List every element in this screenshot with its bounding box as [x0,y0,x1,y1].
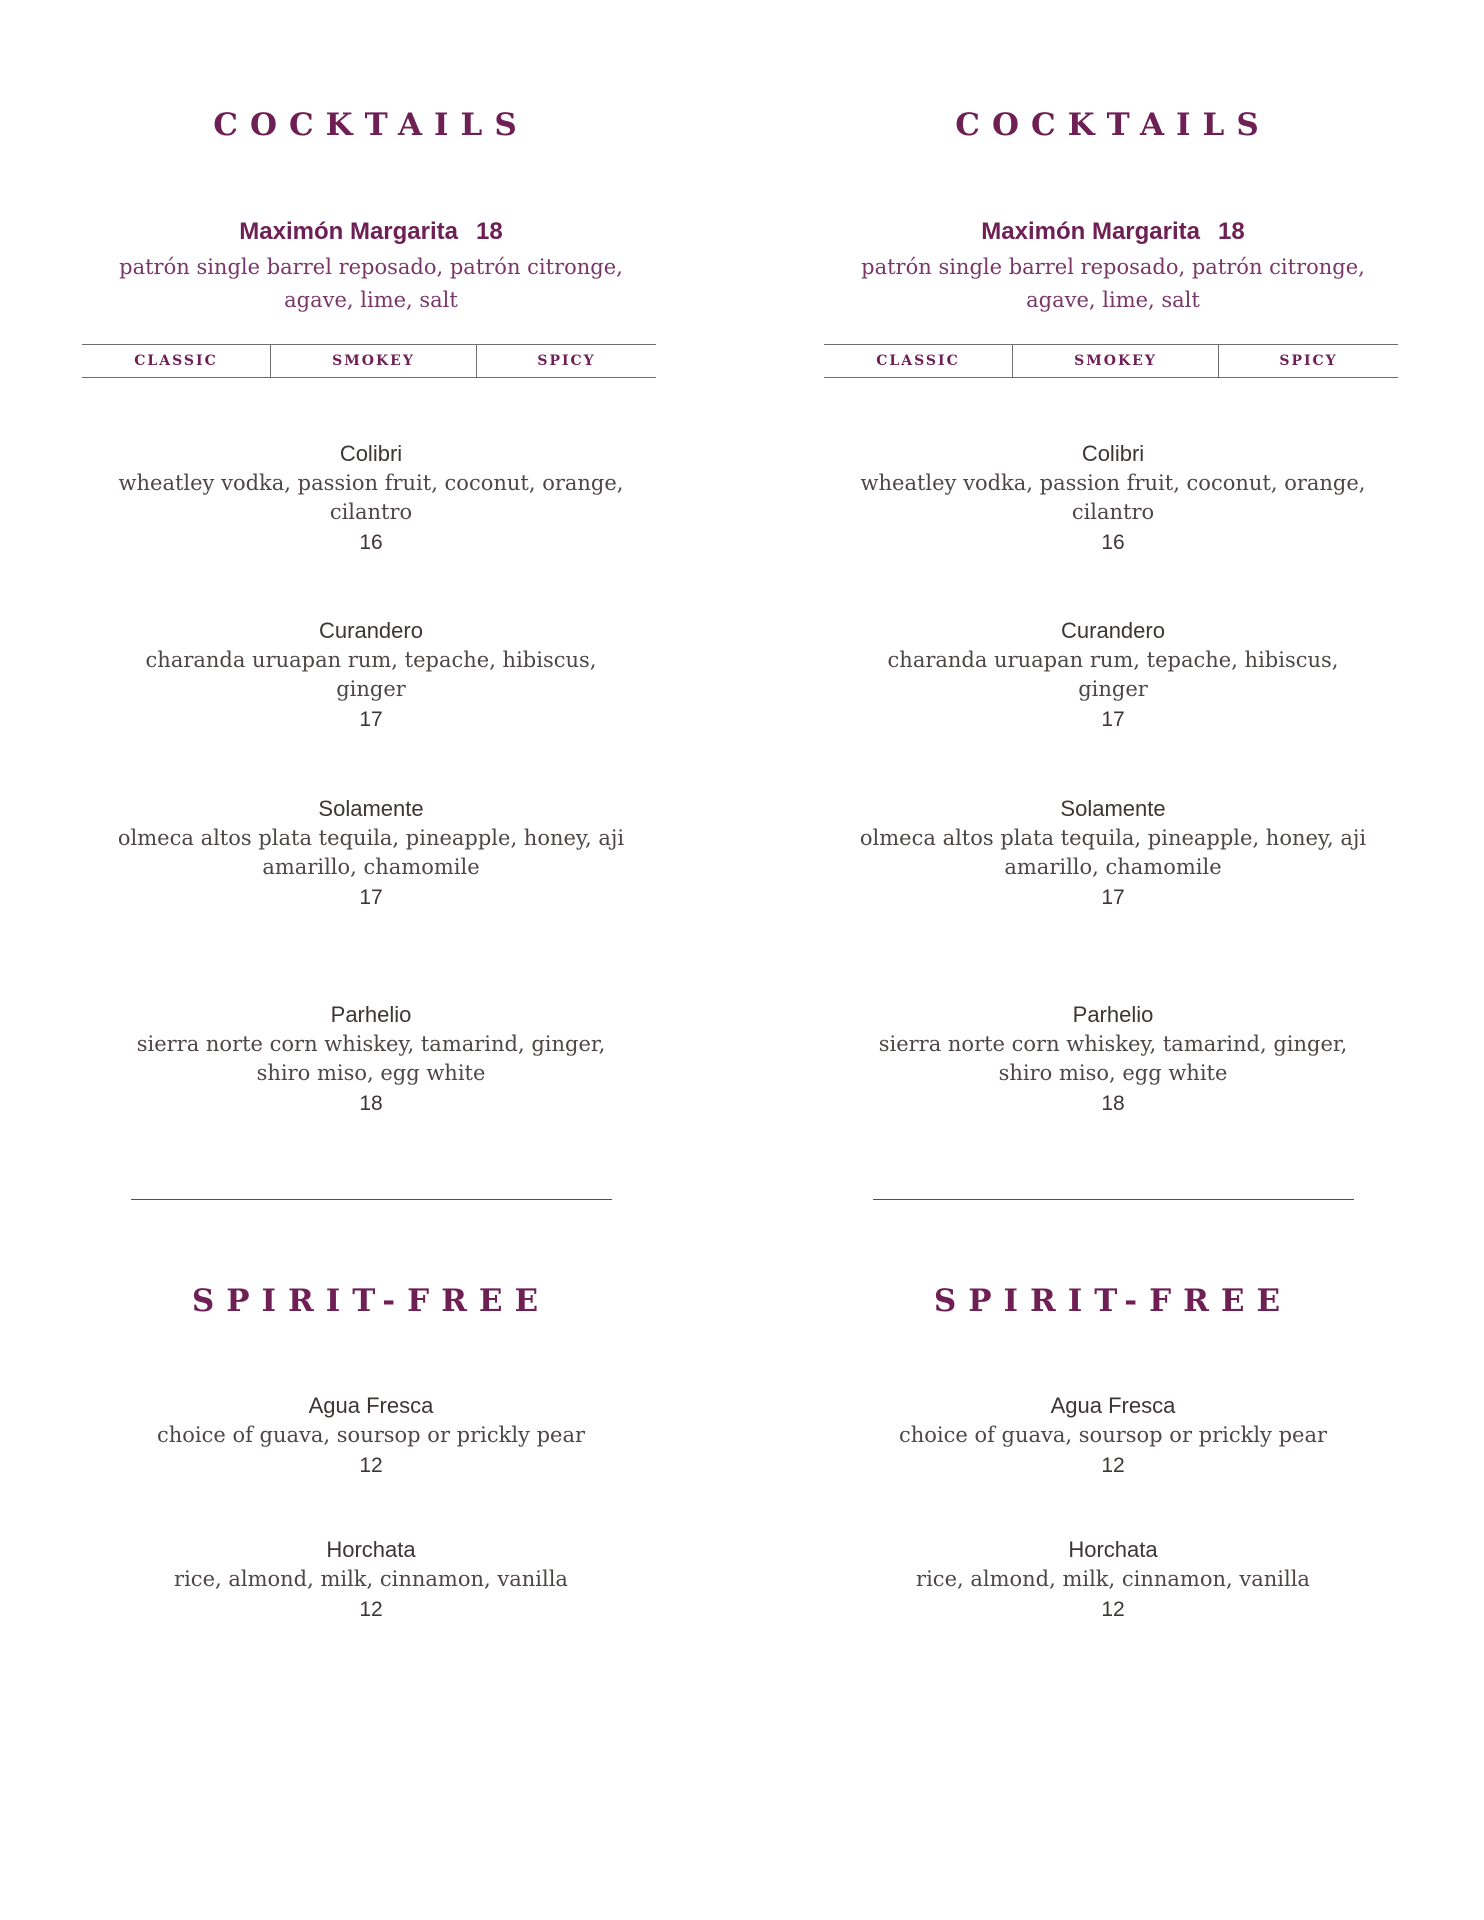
menu-item-price: 18 [359,1092,383,1115]
menu-item [0,1536,742,1625]
style-categories-table [82,344,656,378]
style-categories-table [824,344,1398,378]
style-smokey: SMOKEY [271,345,477,377]
menu-item-description: olmeca altos plata tequila, pineapple, honey, aji amarillo, chamomile [859,826,1367,879]
menu-item-price: 12 [1101,1598,1125,1621]
style-spicy: SPICY [537,353,596,369]
menu-item-price: 12 [359,1598,383,1621]
featured-cocktail-price: 18 [476,218,503,245]
menu-item-name: Parhelio [330,1002,412,1027]
menu-item-description: charanda uruapan rum, tepache, hibiscus, ginger [887,648,1339,701]
menu-item-price: 12 [1101,1454,1125,1477]
menu-item [742,795,1484,913]
menu-item-price: 17 [1101,886,1125,909]
featured-cocktail-description: patrón single barrel reposado, patrón citronge, agave, lime, salt [861,255,1365,312]
cocktails-heading: COCKTAILS [955,107,1271,143]
featured-cocktail-title: Maximón Margarita [239,218,458,245]
menu-item-description: wheatley vodka, passion fruit, coconut, orange, cilantro [118,471,624,524]
menu-item-name: Colibri [339,441,403,466]
style-spicy: SPICY [1279,353,1338,369]
menu-item-name: Colibri [1081,441,1145,466]
section-divider [131,1199,612,1200]
featured-cocktail-name [0,220,742,244]
menu-item [742,1001,1484,1119]
menu-item-description: charanda uruapan rum, tepache, hibiscus, ginger [145,648,597,701]
menu-item [0,1001,742,1119]
menu-item-name: Curandero [1061,618,1165,643]
menu-item-name: Solamente [318,796,424,821]
menu-item-description: wheatley vodka, passion fruit, coconut, orange, cilantro [860,471,1366,524]
menu-item-description: choice of guava, soursop or prickly pear [156,1423,586,1447]
menu-panel-right [742,0,1484,1920]
menu-item-price: 17 [1101,708,1125,731]
menu-item-description: rice, almond, milk, cinnamon, vanilla [916,1567,1310,1591]
spirit-free-heading: SPIRIT-FREE [933,1283,1293,1319]
menu-item [742,617,1484,735]
featured-cocktail-title: Maximón Margarita [981,218,1200,245]
menu-item-description: rice, almond, milk, cinnamon, vanilla [174,1567,568,1591]
menu-item-name: Parhelio [1072,1002,1154,1027]
menu-item-name: Agua Fresca [1050,1393,1176,1418]
menu-item-price: 16 [359,531,383,554]
menu-item-price: 12 [359,1454,383,1477]
cocktails-heading: COCKTAILS [213,107,529,143]
menu-item-description: olmeca altos plata tequila, pineapple, honey, aji amarillo, chamomile [117,826,625,879]
menu-item [0,440,742,558]
style-classic: CLASSIC [82,345,271,377]
spirit-free-heading: SPIRIT-FREE [191,1283,551,1319]
menu-item-description: sierra norte corn whiskey, tamarind, ginger, shiro miso, egg white [136,1032,606,1085]
menu-item-name: Solamente [1060,796,1166,821]
style-classic: CLASSIC [824,345,1013,377]
featured-cocktail-price: 18 [1218,218,1245,245]
menu-item-name: Horchata [1068,1537,1158,1562]
menu-item-name: Agua Fresca [308,1393,434,1418]
menu-item-description: choice of guava, soursop or prickly pear [898,1423,1328,1447]
menu-item [0,795,742,913]
menu-item-price: 17 [359,886,383,909]
menu-item [742,1536,1484,1625]
style-smokey: SMOKEY [1013,345,1219,377]
menu-item-price: 17 [359,708,383,731]
menu-item [0,617,742,735]
menu-item-description: sierra norte corn whiskey, tamarind, ginger, shiro miso, egg white [878,1032,1348,1085]
featured-cocktail-description: patrón single barrel reposado, patrón citronge, agave, lime, salt [119,255,623,312]
menu-item-price: 16 [1101,531,1125,554]
menu-item [742,440,1484,558]
featured-cocktail-name [742,220,1484,244]
menu-item-name: Curandero [319,618,423,643]
menu-item [742,1392,1484,1481]
menu-item [0,1392,742,1481]
menu-item-name: Horchata [326,1537,416,1562]
section-divider [873,1199,1354,1200]
menu-item-price: 18 [1101,1092,1125,1115]
